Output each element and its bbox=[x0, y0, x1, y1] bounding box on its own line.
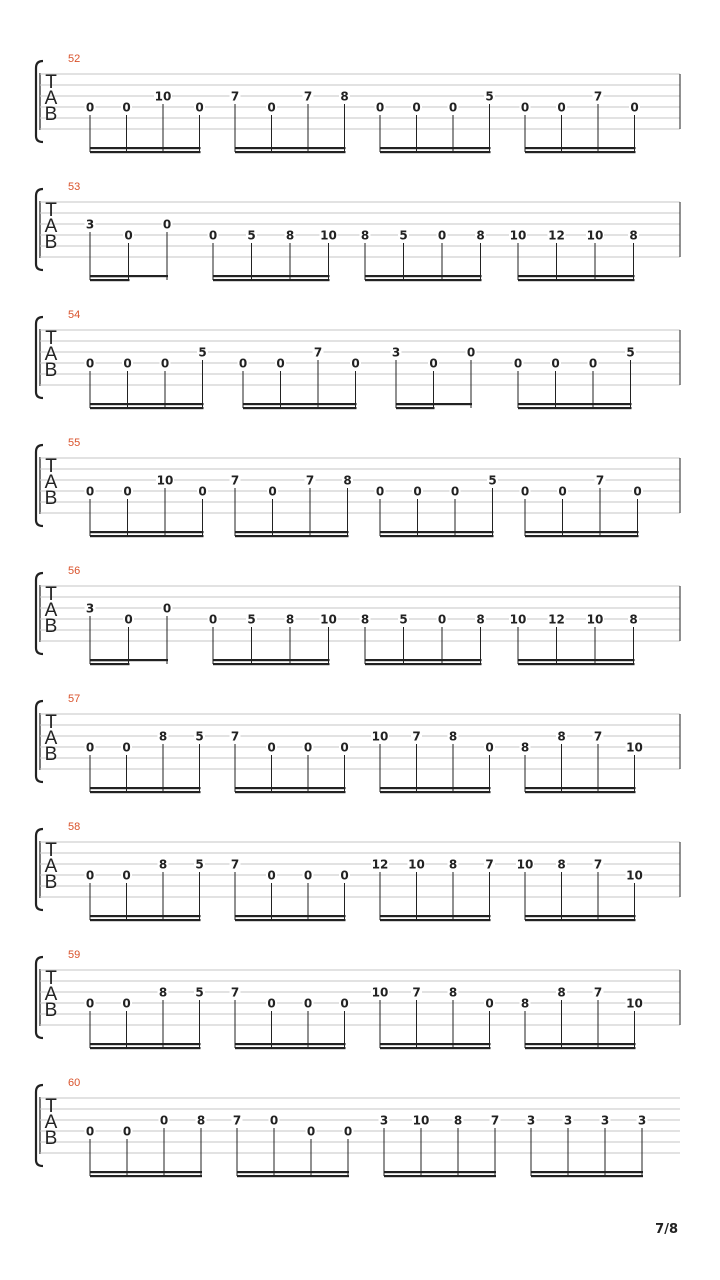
fret-number: 8 bbox=[453, 1113, 463, 1128]
fret-number: 0 bbox=[159, 1113, 169, 1128]
fret-number: 10 bbox=[586, 612, 604, 627]
fret-number: 8 bbox=[158, 729, 168, 744]
fret-number: 3 bbox=[85, 601, 95, 616]
note-beam bbox=[90, 919, 201, 921]
fret-number: 10 bbox=[408, 857, 425, 872]
tab-clef-letter: T bbox=[45, 840, 57, 861]
note-beam bbox=[235, 791, 346, 793]
note-beam bbox=[235, 151, 346, 153]
note-beam bbox=[235, 147, 346, 149]
note-beam bbox=[237, 1175, 349, 1177]
tab-system bbox=[36, 949, 680, 1049]
fret-number: 3 bbox=[526, 1113, 536, 1128]
fret-number: 0 bbox=[485, 996, 494, 1011]
fret-number: 10 bbox=[516, 857, 534, 872]
fret-number: 5 bbox=[198, 345, 207, 360]
fret-number: 7 bbox=[490, 1113, 500, 1128]
fret-number: 8 bbox=[557, 985, 566, 1000]
fret-number: 8 bbox=[448, 857, 458, 872]
fret-number: 0 bbox=[437, 612, 447, 627]
note-beam bbox=[380, 919, 491, 921]
tab-system bbox=[36, 565, 680, 665]
fret-number: 10 bbox=[371, 985, 389, 1000]
tab-clef-letter: B bbox=[44, 744, 58, 765]
tab-system bbox=[36, 1077, 680, 1177]
fret-number: 7 bbox=[305, 473, 315, 488]
note-beam bbox=[90, 403, 204, 405]
note-beam bbox=[235, 787, 346, 789]
note-beam bbox=[365, 275, 482, 277]
tab-clef-letter: A bbox=[44, 1112, 58, 1133]
fret-number: 3 bbox=[637, 1113, 647, 1128]
note-beam bbox=[90, 275, 130, 277]
fret-number: 7 bbox=[232, 1113, 242, 1128]
fret-number: 0 bbox=[429, 356, 438, 371]
tab-clef-letter: A bbox=[44, 984, 58, 1005]
fret-number: 12 bbox=[371, 857, 389, 872]
fret-number: 0 bbox=[122, 100, 131, 115]
note-beam bbox=[213, 279, 330, 281]
fret-number: 0 bbox=[303, 740, 313, 755]
fret-number: 0 bbox=[375, 484, 385, 499]
tab-clef-letter: A bbox=[44, 600, 58, 621]
fret-number: 0 bbox=[122, 996, 131, 1011]
note-beam bbox=[213, 275, 330, 277]
measure-number: 56 bbox=[68, 565, 81, 577]
note-beam bbox=[518, 663, 635, 665]
fret-number: 7 bbox=[412, 985, 421, 1000]
note-beam bbox=[90, 663, 130, 665]
fret-number: 8 bbox=[196, 1113, 206, 1128]
fret-number: 7 bbox=[230, 857, 240, 872]
note-beam bbox=[90, 1047, 201, 1049]
fret-number: 5 bbox=[195, 985, 204, 1000]
note-beam bbox=[525, 791, 636, 793]
fret-number: 0 bbox=[340, 868, 349, 883]
fret-number: 7 bbox=[230, 985, 240, 1000]
fret-number: 0 bbox=[551, 356, 560, 371]
fret-number: 0 bbox=[122, 740, 131, 755]
note-beam bbox=[396, 403, 435, 405]
tab-clef-letter: B bbox=[44, 232, 58, 253]
fret-number: 5 bbox=[488, 473, 497, 488]
note-beam bbox=[235, 1047, 346, 1049]
fret-number: 5 bbox=[485, 89, 494, 104]
fret-number: 0 bbox=[160, 356, 170, 371]
fret-number: 0 bbox=[340, 996, 349, 1011]
note-beam bbox=[380, 531, 494, 533]
fret-number: 0 bbox=[630, 100, 639, 115]
fret-number: 0 bbox=[267, 740, 276, 755]
fret-number: 12 bbox=[548, 612, 565, 627]
fret-number: 8 bbox=[448, 729, 458, 744]
fret-number: 0 bbox=[485, 740, 494, 755]
note-beam bbox=[518, 275, 635, 277]
fret-number: 8 bbox=[158, 985, 168, 1000]
tab-clef-letter: T bbox=[45, 1096, 57, 1117]
measure-number: 55 bbox=[68, 437, 81, 449]
fret-number: 0 bbox=[412, 100, 421, 115]
fret-number: 8 bbox=[285, 228, 295, 243]
fret-number: 8 bbox=[360, 228, 370, 243]
fret-number: 0 bbox=[162, 601, 172, 616]
note-beam bbox=[90, 151, 201, 153]
note-beam bbox=[531, 1175, 643, 1177]
note-beam bbox=[525, 531, 639, 533]
tab-clef-letter: B bbox=[44, 360, 58, 381]
fret-number: 0 bbox=[267, 996, 276, 1011]
fret-number: 5 bbox=[195, 857, 204, 872]
note-beam bbox=[90, 1171, 202, 1173]
measure-number: 54 bbox=[68, 309, 81, 321]
note-beam bbox=[396, 407, 435, 409]
note-beam bbox=[384, 1171, 496, 1173]
fret-number: 0 bbox=[267, 100, 276, 115]
note-beam bbox=[525, 535, 639, 537]
fret-number: 5 bbox=[195, 729, 204, 744]
fret-number: 0 bbox=[162, 217, 172, 232]
fret-number: 7 bbox=[303, 89, 313, 104]
fret-number: 8 bbox=[285, 612, 295, 627]
fret-number: 0 bbox=[85, 484, 95, 499]
measure-number: 53 bbox=[68, 181, 81, 193]
fret-number: 0 bbox=[85, 740, 95, 755]
note-beam bbox=[235, 1043, 346, 1045]
fret-number: 0 bbox=[124, 228, 133, 243]
fret-number: 0 bbox=[513, 356, 523, 371]
fret-number: 0 bbox=[85, 868, 95, 883]
fret-number: 7 bbox=[230, 473, 240, 488]
fret-number: 8 bbox=[343, 473, 352, 488]
note-beam bbox=[365, 663, 482, 665]
note-beam bbox=[90, 791, 201, 793]
fret-number: 8 bbox=[476, 612, 485, 627]
note-beam bbox=[384, 1175, 496, 1177]
fret-number: 7 bbox=[313, 345, 323, 360]
fret-number: 7 bbox=[593, 729, 603, 744]
fret-number: 0 bbox=[123, 484, 132, 499]
tab-clef-letter: A bbox=[44, 856, 58, 877]
tab-clef-letter: A bbox=[44, 344, 58, 365]
note-beam bbox=[380, 147, 491, 149]
note-beam bbox=[525, 1047, 636, 1049]
fret-number: 5 bbox=[399, 612, 408, 627]
fret-number: 0 bbox=[122, 868, 131, 883]
note-beam bbox=[380, 1047, 491, 1049]
fret-number: 3 bbox=[600, 1113, 610, 1128]
fret-number: 0 bbox=[340, 740, 349, 755]
fret-number: 7 bbox=[595, 473, 605, 488]
fret-number: 0 bbox=[85, 100, 95, 115]
tab-clef-letter: T bbox=[45, 712, 57, 733]
fret-number: 0 bbox=[208, 612, 218, 627]
fret-number: 0 bbox=[351, 356, 360, 371]
fret-number: 0 bbox=[85, 996, 95, 1011]
fret-number: 0 bbox=[466, 345, 476, 360]
fret-number: 0 bbox=[268, 484, 277, 499]
note-beam bbox=[518, 279, 635, 281]
fret-number: 10 bbox=[371, 729, 389, 744]
tab-clef-letter: B bbox=[44, 1000, 58, 1021]
tab-clef-letter: T bbox=[45, 968, 57, 989]
measure-number: 60 bbox=[68, 1077, 81, 1089]
fret-number: 0 bbox=[588, 356, 598, 371]
tab-system bbox=[36, 693, 680, 793]
fret-number: 0 bbox=[557, 100, 566, 115]
fret-number: 0 bbox=[375, 100, 385, 115]
fret-number: 5 bbox=[399, 228, 408, 243]
fret-number: 0 bbox=[198, 484, 207, 499]
note-beam bbox=[380, 915, 491, 917]
fret-number: 0 bbox=[303, 996, 313, 1011]
fret-number: 8 bbox=[520, 740, 530, 755]
fret-number: 0 bbox=[267, 868, 276, 883]
fret-number: 0 bbox=[122, 1124, 132, 1139]
note-beam bbox=[90, 915, 201, 917]
note-beam bbox=[243, 403, 357, 405]
note-beam bbox=[525, 147, 636, 149]
fret-number: 5 bbox=[626, 345, 635, 360]
note-beam bbox=[237, 1171, 349, 1173]
fret-number: 0 bbox=[437, 228, 447, 243]
fret-number: 0 bbox=[195, 100, 204, 115]
note-beam bbox=[380, 1043, 491, 1045]
fret-number: 7 bbox=[412, 729, 421, 744]
tab-clef-letter: A bbox=[44, 88, 58, 109]
tab-clef-letter: T bbox=[45, 456, 57, 477]
tab-clef-letter: T bbox=[45, 200, 57, 221]
fret-number: 8 bbox=[476, 228, 485, 243]
fret-number: 10 bbox=[154, 89, 172, 104]
fret-number: 8 bbox=[360, 612, 370, 627]
tab-clef-letter: B bbox=[44, 104, 58, 125]
note-beam bbox=[518, 403, 632, 405]
fret-number: 8 bbox=[520, 996, 530, 1011]
note-beam bbox=[213, 663, 330, 665]
tab-system bbox=[36, 437, 680, 537]
tab-clef-letter: A bbox=[44, 472, 58, 493]
tab-clef-letter: A bbox=[44, 216, 58, 237]
note-beam bbox=[380, 787, 491, 789]
note-beam bbox=[90, 1043, 201, 1045]
fret-number: 10 bbox=[586, 228, 604, 243]
note-beam bbox=[518, 407, 632, 409]
note-beam bbox=[90, 659, 130, 661]
tab-clef-letter: T bbox=[45, 584, 57, 605]
fret-number: 0 bbox=[448, 100, 458, 115]
fret-number: 8 bbox=[629, 228, 638, 243]
page-number: 7/8 bbox=[655, 1222, 678, 1237]
fret-number: 0 bbox=[238, 356, 248, 371]
tab-clef-letter: B bbox=[44, 1128, 58, 1149]
fret-number: 0 bbox=[343, 1124, 353, 1139]
fret-number: 7 bbox=[593, 985, 603, 1000]
note-beam bbox=[380, 151, 491, 153]
fret-number: 8 bbox=[448, 985, 458, 1000]
note-beam bbox=[90, 407, 204, 409]
fret-number: 10 bbox=[626, 996, 643, 1011]
tab-system bbox=[36, 181, 680, 281]
fret-number: 8 bbox=[629, 612, 638, 627]
note-beam bbox=[90, 147, 201, 149]
fret-number: 0 bbox=[269, 1113, 279, 1128]
measure-number: 58 bbox=[68, 821, 81, 833]
tab-clef-letter: B bbox=[44, 872, 58, 893]
fret-number: 0 bbox=[520, 484, 530, 499]
fret-number: 8 bbox=[557, 729, 566, 744]
note-beam bbox=[525, 1043, 636, 1045]
note-beam bbox=[365, 279, 482, 281]
fret-number: 0 bbox=[303, 868, 313, 883]
note-beam bbox=[90, 279, 130, 281]
tab-system bbox=[36, 53, 680, 153]
measure-number: 52 bbox=[68, 53, 81, 65]
fret-number: 10 bbox=[509, 228, 527, 243]
fret-number: 5 bbox=[247, 228, 256, 243]
fret-number: 0 bbox=[123, 356, 132, 371]
fret-number: 7 bbox=[593, 89, 603, 104]
fret-number: 3 bbox=[379, 1113, 389, 1128]
fret-number: 0 bbox=[413, 484, 422, 499]
fret-number: 8 bbox=[340, 89, 349, 104]
note-beam bbox=[235, 915, 346, 917]
fret-number: 10 bbox=[320, 612, 337, 627]
fret-number: 0 bbox=[85, 356, 95, 371]
fret-number: 0 bbox=[306, 1124, 316, 1139]
fret-number: 10 bbox=[509, 612, 527, 627]
note-beam bbox=[235, 535, 349, 537]
fret-number: 10 bbox=[156, 473, 174, 488]
tab-clef-letter: B bbox=[44, 616, 58, 637]
note-beam bbox=[90, 787, 201, 789]
measure-number: 59 bbox=[68, 949, 81, 961]
fret-number: 10 bbox=[320, 228, 337, 243]
note-beam bbox=[243, 407, 357, 409]
fret-number: 0 bbox=[558, 484, 567, 499]
fret-number: 10 bbox=[626, 740, 643, 755]
note-beam bbox=[235, 919, 346, 921]
note-beam bbox=[235, 531, 349, 533]
tab-clef-letter: T bbox=[45, 72, 57, 93]
note-beam bbox=[518, 659, 635, 661]
fret-number: 3 bbox=[391, 345, 401, 360]
fret-number: 0 bbox=[124, 612, 133, 627]
fret-number: 3 bbox=[563, 1113, 573, 1128]
tab-system bbox=[36, 821, 680, 921]
fret-number: 12 bbox=[548, 228, 565, 243]
fret-number: 7 bbox=[230, 729, 240, 744]
fret-number: 7 bbox=[593, 857, 603, 872]
fret-number: 5 bbox=[247, 612, 256, 627]
fret-number: 0 bbox=[85, 1124, 95, 1139]
note-beam bbox=[90, 531, 204, 533]
fret-number: 0 bbox=[208, 228, 218, 243]
fret-number: 0 bbox=[450, 484, 460, 499]
note-beam bbox=[525, 919, 636, 921]
tab-clef-letter: B bbox=[44, 488, 58, 509]
note-beam bbox=[213, 659, 330, 661]
note-beam bbox=[380, 791, 491, 793]
fret-number: 10 bbox=[412, 1113, 430, 1128]
fret-number: 0 bbox=[520, 100, 530, 115]
note-beam bbox=[380, 535, 494, 537]
note-beam bbox=[525, 151, 636, 153]
note-beam bbox=[531, 1171, 643, 1173]
note-beam bbox=[525, 915, 636, 917]
fret-number: 3 bbox=[85, 217, 95, 232]
tab-clef-letter: T bbox=[45, 328, 57, 349]
measure-number: 57 bbox=[68, 693, 81, 705]
fret-number: 7 bbox=[230, 89, 240, 104]
tab-system bbox=[36, 309, 680, 409]
fret-number: 0 bbox=[633, 484, 642, 499]
fret-number: 10 bbox=[626, 868, 643, 883]
fret-number: 8 bbox=[557, 857, 566, 872]
tab-clef-letter: A bbox=[44, 728, 58, 749]
fret-number: 7 bbox=[485, 857, 494, 872]
note-beam bbox=[90, 535, 204, 537]
fret-number: 8 bbox=[158, 857, 168, 872]
note-beam bbox=[90, 1175, 202, 1177]
fret-number: 0 bbox=[276, 356, 285, 371]
note-beam bbox=[525, 787, 636, 789]
note-beam bbox=[365, 659, 482, 661]
